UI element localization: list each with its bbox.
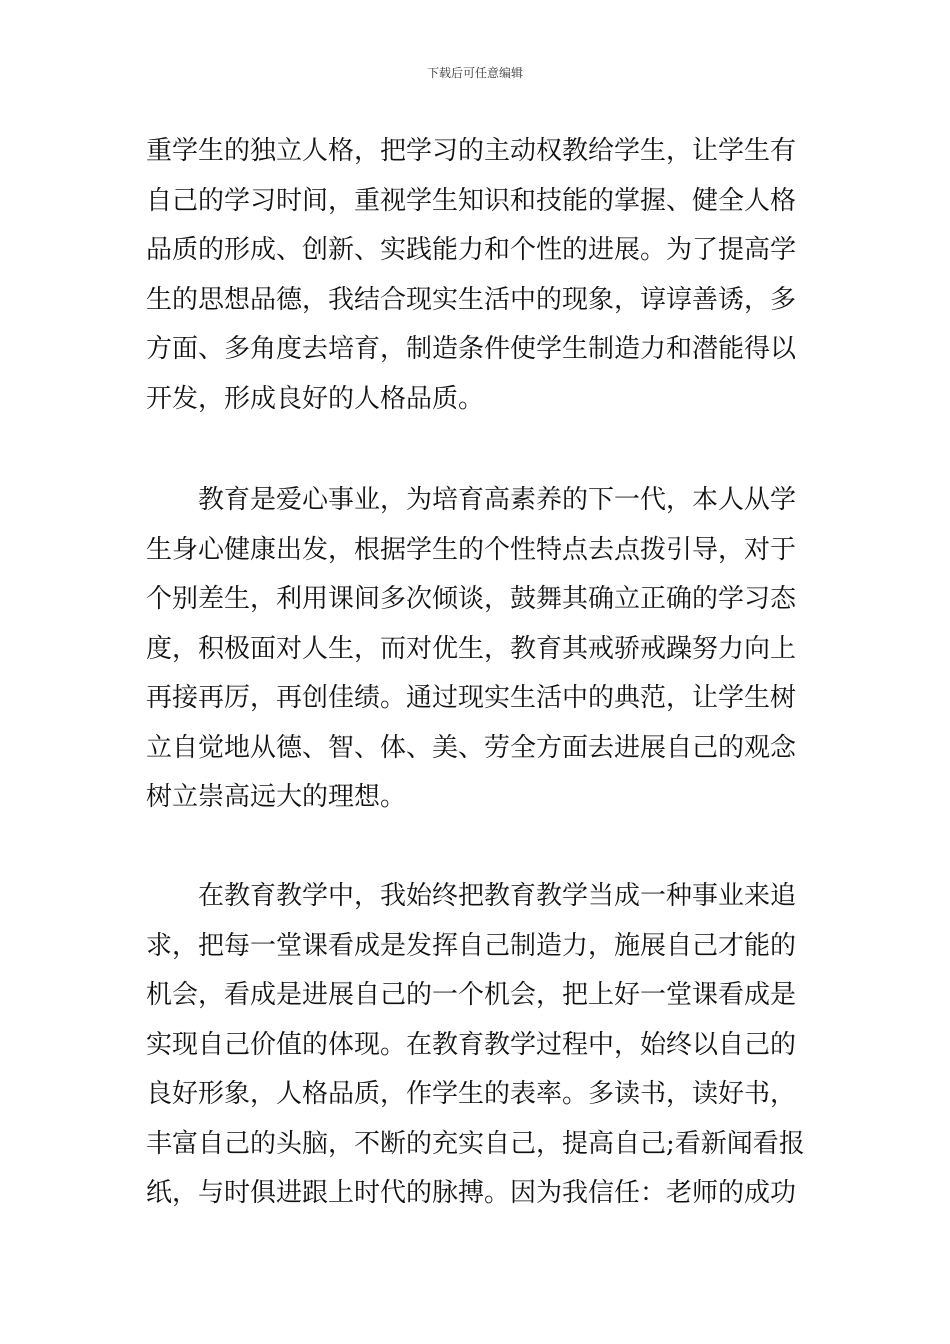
text-line: 方面、多角度去培育，制造条件使学生制造力和潜能得以	[146, 334, 797, 364]
text-line: 品质的形成、创新、实践能力和个性的进展。为了提高学	[146, 235, 797, 265]
paragraph-3	[146, 872, 806, 1219]
text-line: 生的思想品德，我结合现实生活中的现象，谆谆善诱，多	[146, 284, 797, 315]
paragraph-1	[146, 127, 806, 424]
text-line: 教育是爱心事业，为培育高素养的下一代，本人从学	[198, 485, 797, 515]
text-line: 求，把每一堂课看成是发挥自己制造力，施展自己才能的	[146, 930, 797, 961]
text-line: 在教育教学中，我始终把教育教学当成一种事业来追	[198, 881, 797, 911]
text-line: 纸，与时俱进跟上时代的脉搏。因为我信任：老师的成功	[146, 1178, 797, 1208]
text-line: 自己的学习时间，重视学生知识和技能的掌握、健全人格	[146, 185, 797, 216]
text-line: 重学生的独立人格，把学习的主动权教给学生，让学生有	[146, 136, 797, 166]
text-line: 个别差生，利用课间多次倾谈，鼓舞其确立正确的学习态	[146, 584, 797, 614]
text-line: 良好形象，人格品质，作学生的表率。多读书，读好书，	[146, 1079, 797, 1109]
text-line: 生身心健康出发，根据学生的个性特点去点拨引导，对于	[146, 534, 797, 565]
page-header: 下载后可任意编辑	[426, 66, 523, 80]
text-line: 开发，形成良好的人格品质。	[146, 383, 485, 414]
text-line: 实现自己价值的体现。在教育教学过程中，始终以自己的	[146, 1029, 797, 1060]
text-line: 度，积极面对人生，而对优生，教育其戒骄戒躁努力向上	[146, 633, 797, 664]
text-line: 丰富自己的头脑，不断的充实自己，提高自己;看新闻看报	[146, 1128, 805, 1159]
text-line: 立自觉地从德、智、体、美、劳全方面去进展自己的观念	[146, 732, 797, 763]
text-line: 树立崇高远大的理想。	[146, 782, 407, 812]
text-line: 再接再厉，再创佳绩。通过现实生活中的典范，让学生树	[146, 683, 797, 713]
paragraph-2	[146, 476, 806, 823]
text-line: 机会，看成是进展自己的一个机会，把上好一堂课看成是	[146, 980, 797, 1010]
